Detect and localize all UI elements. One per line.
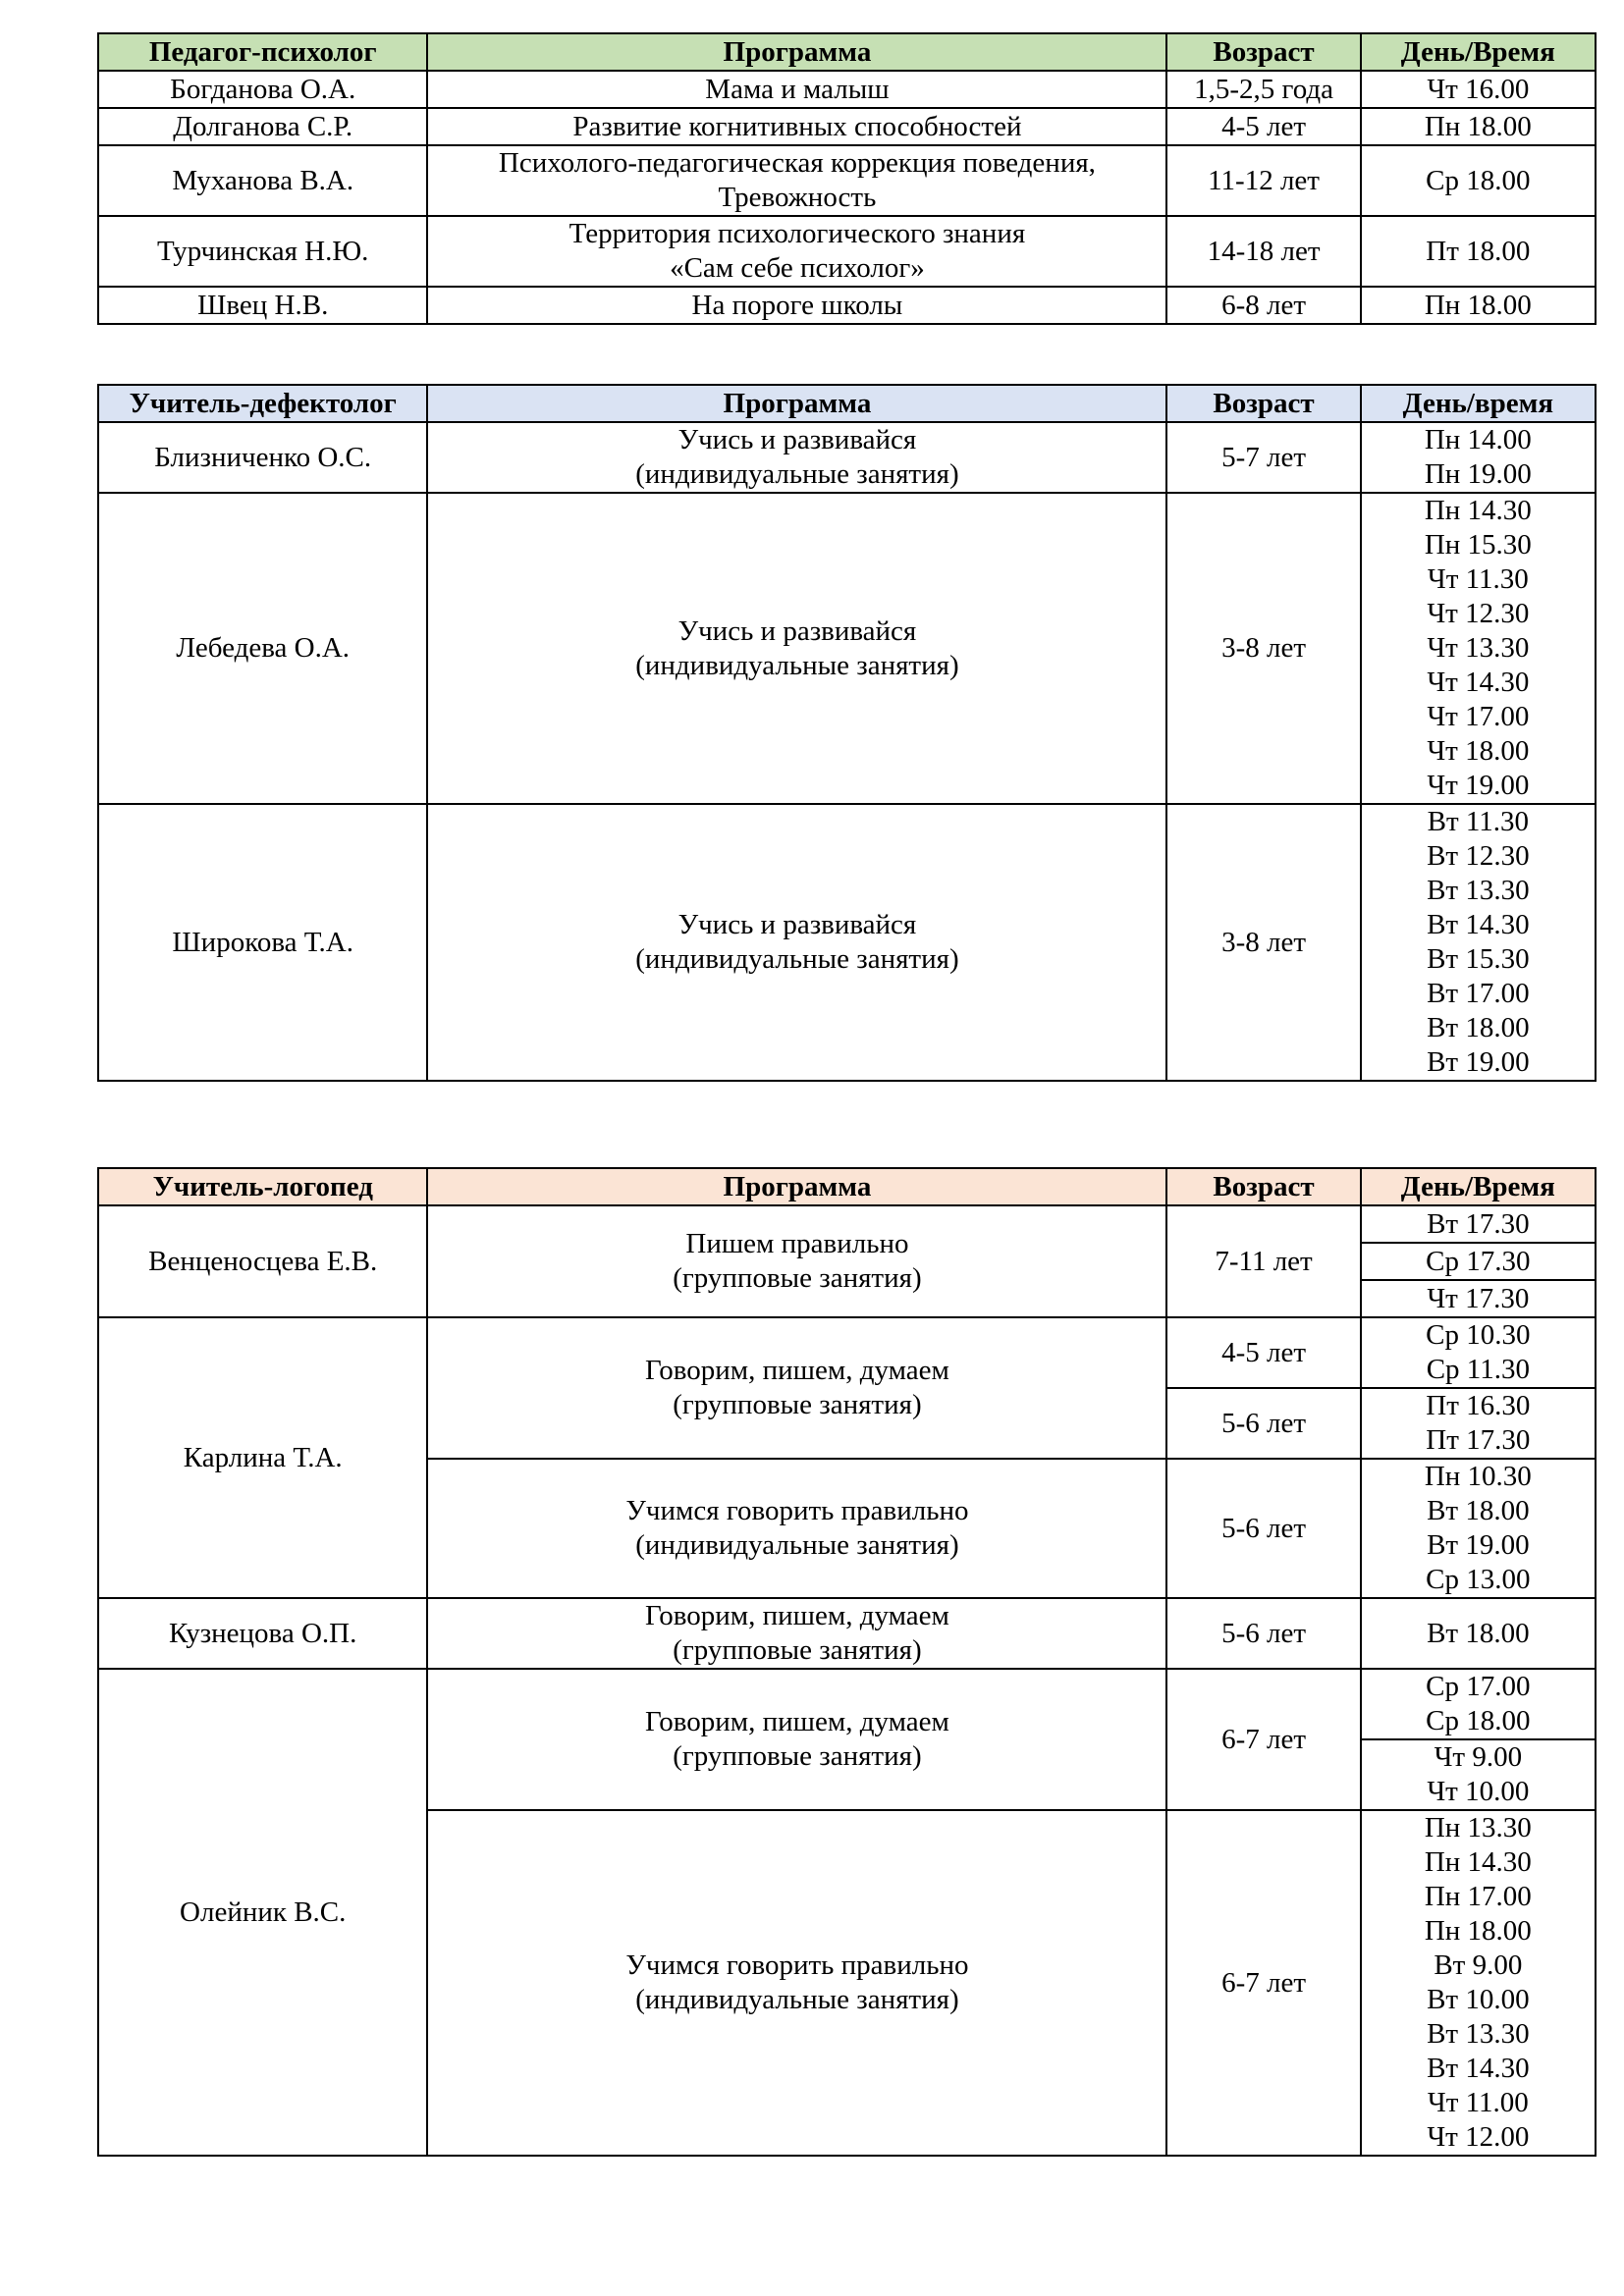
specialist-name: Венценосцева Е.В. <box>98 1205 427 1317</box>
column-header-specialist: Учитель-логопед <box>98 1168 427 1205</box>
table-row <box>98 804 1596 1081</box>
age-range: 5-6 лет <box>1166 1598 1360 1669</box>
table-row <box>98 216 1596 287</box>
specialist-name: Богданова О.А. <box>98 71 427 108</box>
table-row <box>98 145 1596 216</box>
day-time: Пт 18.00 <box>1361 216 1596 287</box>
program-name: Развитие когнитивных способностей <box>427 108 1166 145</box>
program-name: Пишем правильно (групповые занятия) <box>427 1205 1166 1317</box>
age-range: 4-5 лет <box>1166 108 1360 145</box>
psychologist-table <box>97 32 1597 325</box>
defectologist-table <box>97 384 1597 1082</box>
specialist-name: Муханова В.А. <box>98 145 427 216</box>
table-row <box>98 287 1596 324</box>
age-range: 6-7 лет <box>1166 1669 1360 1810</box>
day-time: Пн 14.30 Пн 15.30 Чт 11.30 Чт 12.30 Чт 13.30 Чт 14.30 Чт 17.00 Чт 18.00 Чт 19.00 <box>1361 493 1596 804</box>
speech-therapist-table <box>97 1167 1597 2157</box>
day-time: Пт 16.30 Пт 17.30 <box>1361 1388 1596 1459</box>
age-range: 5-7 лет <box>1166 422 1360 493</box>
program-name: Психолого-педагогическая коррекция поведения, Тревожность <box>427 145 1166 216</box>
day-time: Пн 18.00 <box>1361 287 1596 324</box>
specialist-name: Карлина Т.А. <box>98 1317 427 1598</box>
column-header-day-time: День/Время <box>1361 33 1596 71</box>
age-range: 3-8 лет <box>1166 804 1360 1081</box>
column-header-day-time: День/время <box>1361 385 1596 422</box>
age-range: 1,5-2,5 года <box>1166 71 1360 108</box>
specialist-name: Олейник В.С. <box>98 1669 427 2156</box>
program-name: Учись и развивайся (индивидуальные занятия) <box>427 804 1166 1081</box>
day-time: Чт 9.00 Чт 10.00 <box>1361 1739 1596 1810</box>
program-name: Учимся говорить правильно (индивидуальные занятия) <box>427 1459 1166 1598</box>
age-range: 7-11 лет <box>1166 1205 1360 1317</box>
column-header-specialist: Учитель-дефектолог <box>98 385 427 422</box>
age-range: 6-8 лет <box>1166 287 1360 324</box>
day-time: Вт 17.30 <box>1361 1205 1596 1243</box>
day-time: Пн 18.00 <box>1361 108 1596 145</box>
table-row <box>98 71 1596 108</box>
column-header-program: Программа <box>427 33 1166 71</box>
age-range: 14-18 лет <box>1166 216 1360 287</box>
specialist-name: Кузнецова О.П. <box>98 1598 427 1669</box>
column-header-specialist: Педагог-психолог <box>98 33 427 71</box>
table-row <box>98 422 1596 493</box>
column-header-age: Возраст <box>1166 1168 1360 1205</box>
program-name: Говорим, пишем, думаем (групповые занятия) <box>427 1317 1166 1459</box>
program-name: Учись и развивайся (индивидуальные занятия) <box>427 422 1166 493</box>
table-row <box>98 1669 1596 1739</box>
day-time: Вт 11.30 Вт 12.30 Вт 13.30 Вт 14.30 Вт 15.30 Вт 17.00 Вт 18.00 Вт 19.00 <box>1361 804 1596 1081</box>
specialist-name: Широкова Т.А. <box>98 804 427 1081</box>
age-range: 5-6 лет <box>1166 1459 1360 1598</box>
table-header-row <box>98 1168 1596 1205</box>
table-row <box>98 108 1596 145</box>
table-header-row <box>98 33 1596 71</box>
specialist-name: Лебедева О.А. <box>98 493 427 804</box>
specialist-name: Долганова С.Р. <box>98 108 427 145</box>
program-name: Учись и развивайся (индивидуальные занятия) <box>427 493 1166 804</box>
specialist-name: Близниченко О.С. <box>98 422 427 493</box>
program-name: На пороге школы <box>427 287 1166 324</box>
table-row <box>98 1205 1596 1243</box>
column-header-age: Возраст <box>1166 385 1360 422</box>
program-name: Говорим, пишем, думаем (групповые занятия) <box>427 1598 1166 1669</box>
table-row <box>98 1598 1596 1669</box>
day-time: Пн 10.30 Вт 18.00 Вт 19.00 Ср 13.00 <box>1361 1459 1596 1598</box>
age-range: 3-8 лет <box>1166 493 1360 804</box>
column-header-age: Возраст <box>1166 33 1360 71</box>
age-range: 4-5 лет <box>1166 1317 1360 1388</box>
specialist-name: Турчинская Н.Ю. <box>98 216 427 287</box>
day-time: Ср 17.00 Ср 18.00 <box>1361 1669 1596 1739</box>
table-header-row <box>98 385 1596 422</box>
table-row <box>98 493 1596 804</box>
age-range: 11-12 лет <box>1166 145 1360 216</box>
column-header-program: Программа <box>427 1168 1166 1205</box>
day-time: Пн 13.30 Пн 14.30 Пн 17.00 Пн 18.00 Вт 9.00 Вт 10.00 Вт 13.30 Вт 14.30 Чт 11.00 Чт 12.00 <box>1361 1810 1596 2156</box>
day-time: Ср 17.30 <box>1361 1243 1596 1280</box>
program-name: Учимся говорить правильно (индивидуальные занятия) <box>427 1810 1166 2156</box>
table-row <box>98 1317 1596 1388</box>
day-time: Вт 18.00 <box>1361 1598 1596 1669</box>
column-header-program: Программа <box>427 385 1166 422</box>
day-time: Ср 18.00 <box>1361 145 1596 216</box>
day-time: Чт 17.30 <box>1361 1280 1596 1317</box>
age-range: 6-7 лет <box>1166 1810 1360 2156</box>
day-time: Ср 10.30 Ср 11.30 <box>1361 1317 1596 1388</box>
program-name: Мама и малыш <box>427 71 1166 108</box>
day-time: Пн 14.00 Пн 19.00 <box>1361 422 1596 493</box>
program-name: Говорим, пишем, думаем (групповые занятия) <box>427 1669 1166 1810</box>
age-range: 5-6 лет <box>1166 1388 1360 1459</box>
program-name: Территория психологического знания «Сам себе психолог» <box>427 216 1166 287</box>
day-time: Чт 16.00 <box>1361 71 1596 108</box>
column-header-day-time: День/Время <box>1361 1168 1596 1205</box>
specialist-name: Швец Н.В. <box>98 287 427 324</box>
